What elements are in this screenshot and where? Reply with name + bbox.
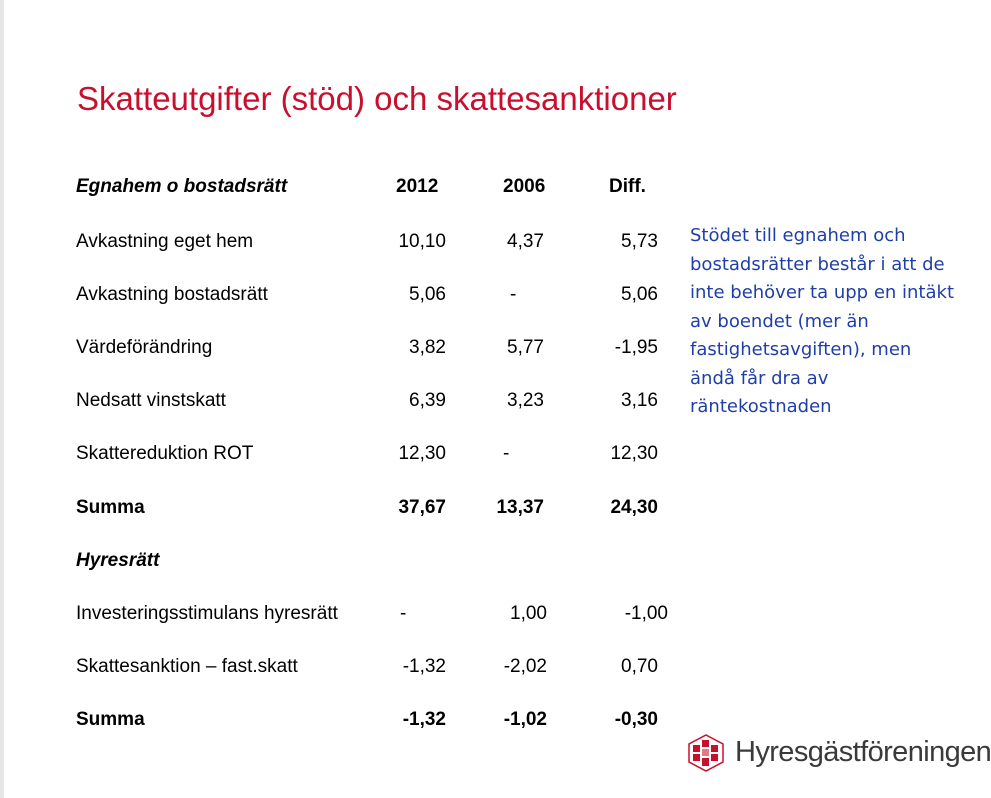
column-header-2012: 2012 [396, 176, 439, 197]
table-row-label: Skattereduktion ROT [76, 443, 254, 464]
table-cell-2006: 3,23 [507, 390, 544, 411]
table-row-label: Avkastning bostadsrätt [76, 284, 268, 305]
table-cell-diff: 5,06 [621, 284, 658, 305]
sum-row-label: Summa [76, 497, 145, 518]
table-cell-2006: - [510, 284, 517, 305]
table-row-label: Avkastning eget hem [76, 231, 254, 252]
table-cell-2012: -1,32 [402, 656, 446, 677]
page-title: Skatteutgifter (stöd) och skattesanktioner [77, 80, 677, 117]
left-border [0, 0, 4, 798]
organization-logo [688, 734, 991, 774]
sum-cell-diff: -0,30 [614, 709, 658, 730]
table-cell-2012: 10,10 [398, 231, 446, 252]
table-cell-diff: 5,73 [621, 231, 658, 252]
sum-cell-2012: -1,32 [402, 709, 446, 730]
table-cell-2006: 4,37 [507, 231, 544, 252]
table-cell-diff: 12,30 [610, 443, 658, 464]
sum-cell-2006: 13,37 [496, 497, 544, 518]
column-header-2006: 2006 [503, 176, 546, 197]
table-cell-diff: -1,00 [624, 603, 668, 624]
table-cell-2012: 3,82 [409, 337, 446, 358]
logo-text: Hyresgästföreningen [735, 736, 991, 768]
table-cell-diff: 0,70 [621, 656, 658, 677]
table-cell-2012: 6,39 [409, 390, 446, 411]
table-cell-2012: 5,06 [409, 284, 446, 305]
column-header-diff: Diff. [609, 176, 646, 197]
hyresgastforeningen-logo-icon [688, 734, 724, 772]
sum-row-label: Summa [76, 709, 145, 730]
sum-cell-2006: -1,02 [503, 709, 547, 730]
table-cell-2006: - [503, 443, 510, 464]
table-row-label: Skattesanktion – fast.skatt [76, 656, 298, 677]
sum-cell-diff: 24,30 [610, 497, 658, 518]
table-row-label: Investeringsstimulans hyresrätt [76, 603, 338, 624]
table-cell-diff: -1,95 [614, 337, 658, 358]
table-cell-2012: 12,30 [398, 443, 446, 464]
table-cell-2006: 5,77 [507, 337, 544, 358]
table-row-label: Nedsatt vinstskatt [76, 390, 226, 411]
table-cell-2006: 1,00 [510, 603, 547, 624]
table-cell-diff: 3,16 [621, 390, 658, 411]
table-cell-2012: - [400, 603, 407, 624]
section-heading-egnahem: Egnahem o bostadsrätt [76, 176, 288, 197]
sum-cell-2012: 37,67 [398, 497, 446, 518]
table-cell-2006: -2,02 [503, 656, 547, 677]
section-heading-hyresratt: Hyresrätt [76, 550, 160, 571]
explanatory-note: Stödet till egnahem och bostadsrätter består i att de inte behöver ta upp en intäkt av boendet (mer än fastighetsavgiften), men ändå får dra av räntekostnaden [690, 225, 955, 417]
table-row-label: Värdeförändring [76, 337, 213, 358]
